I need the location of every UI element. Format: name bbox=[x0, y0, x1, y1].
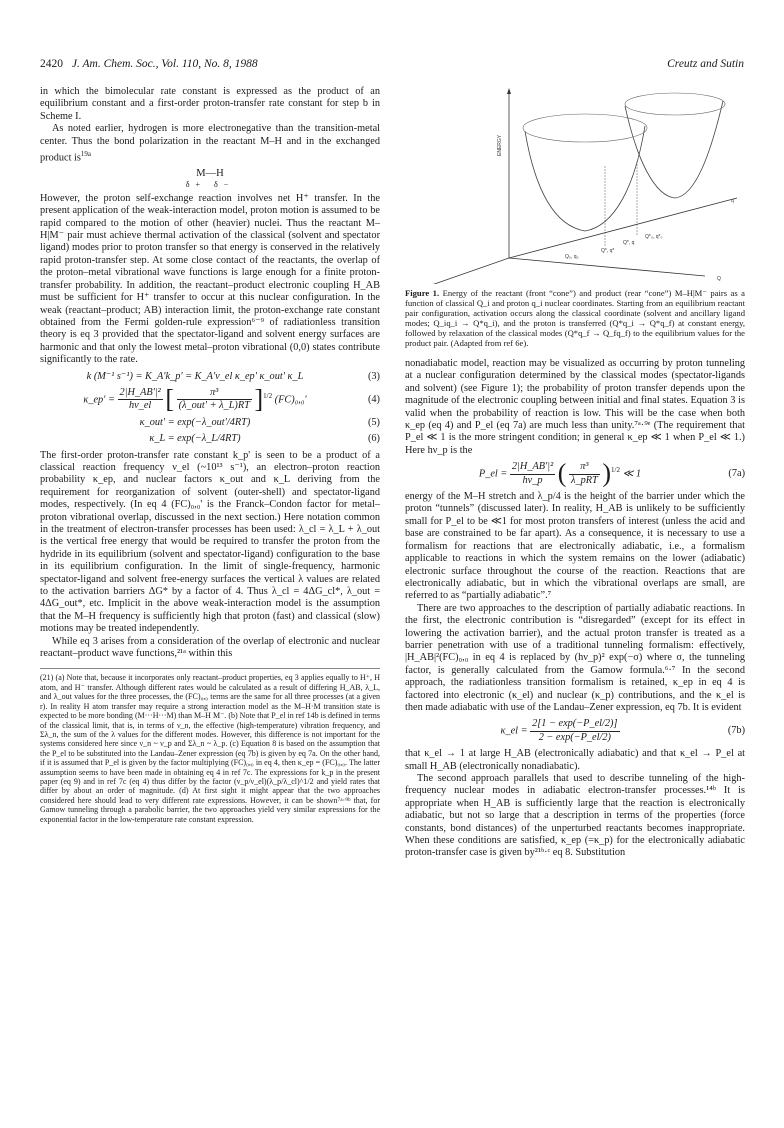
product-cone bbox=[625, 101, 723, 198]
left-column bbox=[40, 86, 380, 824]
paragraph: As noted earlier, hydrogen is more electronegative than the transition-metal center. Thus the bond polarization in the reactant M–H and in the exchanged product is bbox=[40, 123, 380, 164]
right-column bbox=[405, 86, 745, 860]
figure-1 bbox=[405, 86, 745, 284]
reactant-cone-rim bbox=[523, 114, 647, 142]
depth-axis-label: q bbox=[731, 198, 734, 204]
x-axis-label: Q bbox=[717, 276, 721, 282]
paragraph: that κ_el → 1 at large H_AB (electronically adiabatic) and that κ_el → P_el at small H_AB (electronically nonadiabatic). bbox=[405, 748, 745, 772]
bond-polarization-formula: M—H δ+ δ− bbox=[185, 167, 235, 189]
paragraph: in which the bimolecular rate constant is expressed as the product of an equilibrium constant and a first-order proton-transfer rate constant for step b in Scheme I. bbox=[40, 86, 380, 122]
energy-axis-label: ENERGY bbox=[497, 134, 503, 156]
paragraph: The second approach parallels that used to describe tunneling of the high-frequency nuclear modes in adiabatic electron-transfer processes.¹⁴ᵇ It is appropriate when H_AB is sufficiently large that the reaction is electronically adiabatic, but not so large that a description in terms of the properties (force constants, bond distances) of the unperturbed reactants becomes inappropriate. When these conditions are satisfied, κ_ep (=κ_p) for the electronically adiabatic proton-transfer case is given by²¹ᵇ·ᶜ eq 8. Substitution bbox=[405, 773, 745, 859]
running-authors: Creutz and Sutin bbox=[667, 58, 744, 70]
paragraph: There are two approaches to the description of partially adiabatic reactions. In the first, the electronic contribution is “disregarded” (except for its effect in lowering the activation barrier), and the actual proton transfer is treated as a barrier penetration with use of a traditional tunneling formalism: effectively, |H_AB|²(FC)₀,₀ in eq 4 is replaced by (hν_p)² exp(−σ) where σ, the tunneling factor, is generally calculated from the Gamow formula.⁶·⁷ In the second approach, the radiationless transition formalism is retained, κ_ep in eq 4 is factored into electronic (κ_el) and nuclear (κ_p) contributions, and the κ_el is then made adiabatic with use of the Landau–Zener expression, eq 7b. It is evident bbox=[405, 602, 745, 713]
journal-citation: J. Am. Chem. Soc., Vol. 110, No. 8, 1988 bbox=[71, 58, 258, 70]
page-header bbox=[40, 58, 744, 76]
equation-7b: κ_el = $\frac{2[1 - \exp(-P\_el/2)]}{2 - \exp(-P\_el/2)}$ (7b) bbox=[500, 718, 745, 743]
point-label: Q₀, q₀ bbox=[565, 254, 579, 260]
page-number: 2420 bbox=[40, 58, 63, 70]
paragraph: While eq 3 arises from a consideration of the overlap of electronic and nuclear reactant–product wave functions,²¹ᵃ within this bbox=[40, 635, 380, 660]
point-label: Q*, q bbox=[623, 240, 635, 246]
equation-5: κ_out' = exp(−λ_out'/4RT) (5) bbox=[139, 416, 380, 428]
paragraph: energy of the M–H stretch and λ_p/4 is the height of the barrier under which the proton “tunnels” (discussed later). In reality, H_AB is unlikely to be sufficiently small for P_el to be ≪1 for most proton transfers of interest (unless the acid and base are constrained to be far apart). As a consequence, it is necessary to use a formalism for reactions that are electronically adiabatic, i.e., a formalism applicable to reactions in which the system remains on the lower (adiabatic) electronic surface throughout the course of the reaction. Reactions that are electronically adiabatic, but in which the vibrational overlaps are small, are referred to as “partially adiabatic”.⁷ bbox=[405, 491, 745, 602]
depth-axis bbox=[509, 198, 737, 258]
equation-4: κ_ep' = $\frac{\text{2|H\_AB'|²}}{h\nu\_el}$ [ $\frac{\text{π³}}{\text{(λ\_out' + λ\_L)RT}}$ ]$^{1/2}$ (FC)₀,₀' (4) bbox=[83, 384, 380, 414]
Q-axis bbox=[509, 258, 705, 276]
energy-surface-diagram bbox=[405, 86, 745, 284]
paragraph: nonadiabatic model, reaction may be visualized as occurring by proton tunneling at a nuclear configuration determined by the classical modes (spectator-ligands and solvent) (see Figure 1); the probability of proton transfer depends upon the magnitude of the electronic coupling between initial and final states. Equation 3 is valid when the probability of reaction is low. This will be the case when both κ_ep (eq 4) and P_el (eq 7a) are much less than unity.⁷ᵃ·⁹ᵉ (The requirement that P_el ≪ 1 is the more stringent condition; in general κ_ep ≪ 1 when P_el ≪ 1.) Here hν_p is the bbox=[405, 358, 745, 456]
equation-3: k (M⁻¹ s⁻¹) = K_A'k_p' = K_A'ν_el κ_ep' κ_out' κ_L (3) bbox=[86, 370, 380, 382]
point-label: Q*, q* bbox=[601, 248, 615, 254]
q-axis bbox=[423, 258, 509, 284]
paragraph: However, the proton self-exchange reaction involves net H⁺ transfer. In the present application of the weak-interaction model, proton motion is assumed to be rapid compared to the motion of other (heavier) nuclei. Thus the reactant M–H|M⁻ pair must achieve thermal activation of the classical (solvent and spectator ligand) modes prior to proton transfer so that energy is conserved in the relatively rapid proton-transfer step. At some close contact of the reactants, the overlap of the proton–metal vibrational wave functions is large enough for a finite proton-transfer probability. In addition, the reactant–product electronic coupling H_AB must be sufficient for H⁺ transfer to occur at this nuclear configuration. In the weak (reactant–product; AB) interaction limit, the proton-exchange rate constant obtained from the Fermi golden-rule expression⁶⁻⁹ of radiationless transition theory is eq 3 provided that the spectator-ligand and solvent energy surfaces are harmonic and that only the lowest metal–proton vibrational (0,0) states contribute significantly to the rate. bbox=[40, 192, 380, 366]
point-label: Q*₀, q*₀ bbox=[645, 234, 663, 240]
footnote-21: (21) (a) Note that, because it incorporates only reactant–product properties, eq 3 applies equally to H⁺, H atom, and H⁻ transfer. Although different rates would be calculated as a result of differing H_AB, λ_L, and λ_out values for the three processes, the (FC)₀,₀ terms are the same for all three processes (at a given r). In reality H atom transfer may require a strong interaction model as the M–H·M transition state is expected to be more bonding (M···H···M) than M–H M⁻. (b) Note that P_el in ref 14b is defined in terms of the classical limit, that is, in terms of ν_n, the effective (high-temperature) vibration frequency, and Σλ_n, the sum of the λ values for the different modes. However, this difference is not important for the systems considered here since ν_n ~ ν_p and Σλ_n ~ λ_p. (c) Equation 8 is based on the assumption that the P_el to be substituted into the Landau–Zener expression (eq 7b) is given by eq 7a. On the other hand, if it is assumed that P_el is given by the factor multiplying (FC)₀,₀ in eq 4, then κ_ep = (FC)₀,₀. The latter assumption seems to have been made in obtaining eq 4 in ref 7c. The expressions for k_p in the present paper (eq 9) and in ref 7c (eq 4) thus differ by the factor (ν_p/ν_el)(λ_p/λ_cl)^1/2 and yield rates that differ by about an order of magnitude. (d) At first sight it might appear that the two approaches considered here should lead to very different rate expressions. However, it can be shown⁷ᵃ·⁹ᵇ that, for Gamow tunneling through a parabolic barrier, the two approaches yield very similar expressions for the exponential factor in the low-temperature rate constant expression. bbox=[40, 668, 380, 824]
product-cone-rim bbox=[625, 93, 725, 115]
equation-6: κ_L = exp(−λ_L/4RT) (6) bbox=[149, 433, 380, 445]
paragraph: The first-order proton-transfer rate constant k_p' is seen to be a product of a classical reaction frequency ν_el (~10¹³ s⁻¹), an electron–proton reaction probability κ_ep, and nuclear factors κ_out and κ_L deriving from the requirement for reorganization of solvent (outer-shell) and spectator-ligand modes, respectively. (In eq 4 (FC)₀,₀' is the Franck–Condon factor for metal–proton vibrational overlap, discussed in the next section.) Here notation common in the treatment of electron-transfer processes has been used: λ_cl = λ_L + λ_out is the vertical free energy that would be required to transfer the proton from the hydride in its equilibrium (solvent and spectator-ligand) configuration to the base in its equilibrium configuration. In the limit of single-frequency, harmonic spectator-ligand and solvent free-energy surfaces the vertical λ values are related to the activation barriers ΔG* by a factor of 4. Thus λ_cl = 4ΔG_cl*, λ_out = 4ΔG_out*, etc. Implicit in the above weak-interaction model is the assumption that the M–H frequency is sufficiently high that proton (fast) and classical (slow) motions may be treated independently. bbox=[40, 449, 380, 635]
reference-marker: 19a bbox=[80, 150, 92, 159]
equation-7a: P_el = $\frac{\text{2|H\_AB'|²}}{h\nu\_p}$ ( $\frac{\text{π³}}{\text{λ\_pRT}}$ )$^{1/2}$ ≪ 1 (7a) bbox=[478, 458, 745, 488]
figure-caption: Figure 1. Energy of the reactant (front “cone”) and product (rear “cone”) M–H|M⁻ pairs as a function of classical Q_i and proton q_i nuclear coordinates. Starting from an equilibrium reactant pair configuration, activation occurs along the classical coordinate (solvent and ancillary ligand modes; Q_iq_i → Q*q_i), and the proton is transferred (Q*q_i → Q*q_f) at constant energy, followed by relaxation of the classical modes (Q*q_f → Q_fq_f) to the equilibrium values for the product pair. (Adapted from ref 6e). bbox=[405, 288, 745, 348]
